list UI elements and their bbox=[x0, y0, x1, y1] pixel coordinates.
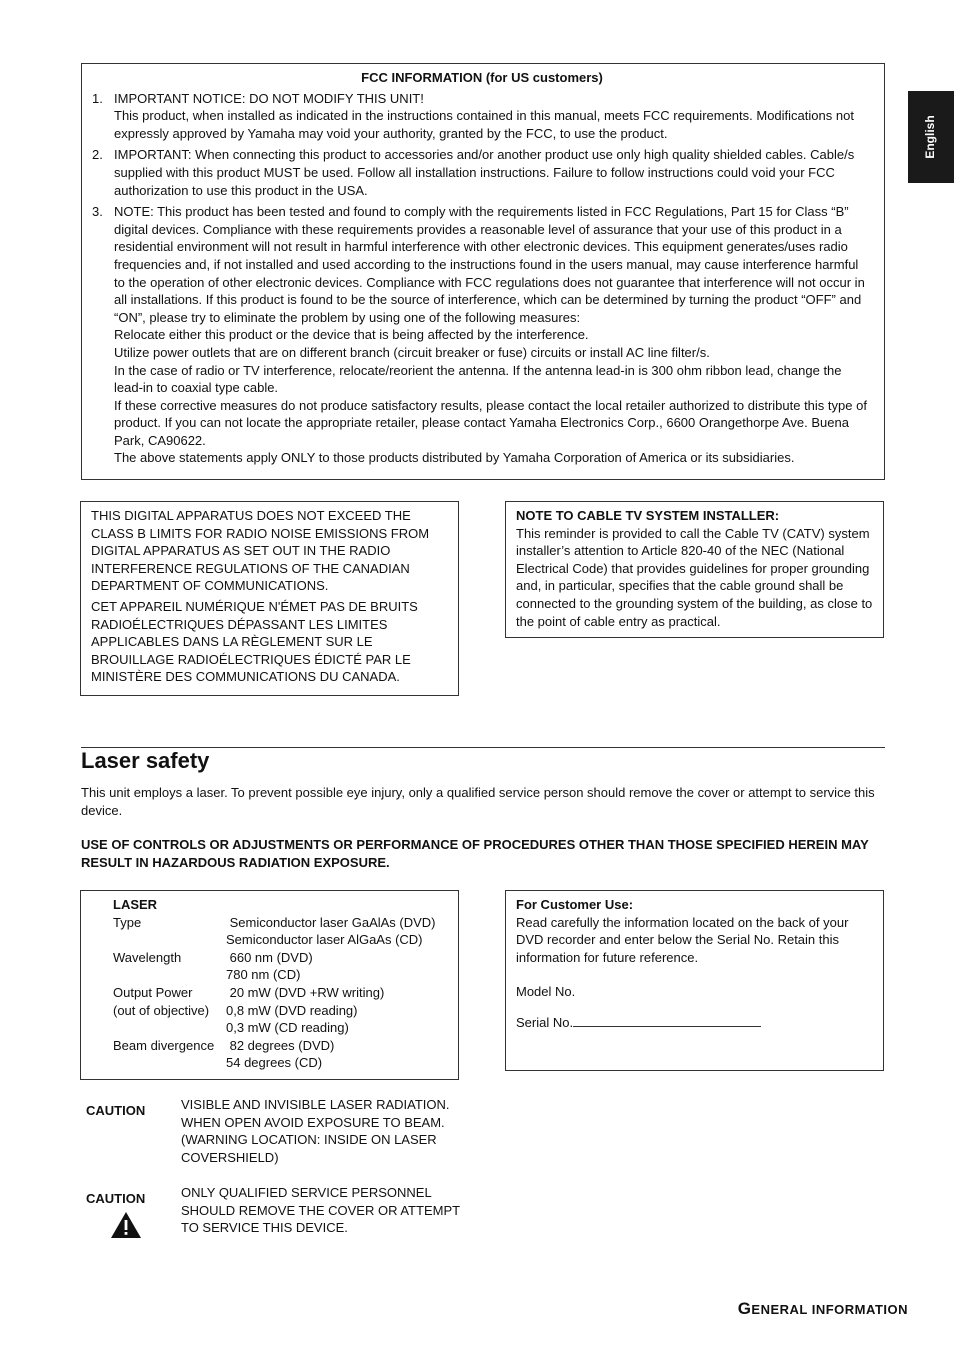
fcc-item-line: IMPORTANT: When connecting this product to accessories and/or another product use only high quality shielded cables. Cable/s supplied with this product MUST be used. Follow all installation instructions. Failure to follow instructions could void your FCC authorization to use this product in the USA. bbox=[114, 147, 855, 198]
fcc-item-number: 3. bbox=[92, 204, 103, 220]
caution-text: ONLY QUALIFIED SERVICE PERSONNEL SHOULD REMOVE THE COVER OR ATTEMPT TO SERVICE THIS DEVICE. bbox=[181, 1185, 460, 1236]
spec-value: 0,3 mW (CD reading) bbox=[226, 1020, 349, 1036]
fcc-title: FCC INFORMATION (for US customers) bbox=[361, 70, 603, 85]
footer-initial: G bbox=[737, 1299, 752, 1318]
fcc-item-line: This product, when installed as indicated in the instructions contained in this manual, meets FCC requirements. Modifications not expressly approved by Yamaha may void your authority, granted by the FCC, to use the product. bbox=[114, 108, 854, 141]
spec-value: 54 degrees (CD) bbox=[226, 1055, 323, 1071]
table-row bbox=[113, 949, 436, 967]
spec-value: 82 degrees (DVD) bbox=[226, 1037, 335, 1053]
spec-value: 20 mW (DVD +RW writing) bbox=[226, 984, 385, 1000]
fcc-item-number: 1. bbox=[92, 90, 103, 106]
spec-value: 0,8 mW (DVD reading) bbox=[226, 1002, 358, 1018]
model-number-label: Model No. bbox=[516, 984, 576, 1000]
laser-spec-box bbox=[80, 890, 459, 1080]
language-tab bbox=[908, 91, 954, 183]
footer-rest: ENERAL INFORMATION bbox=[751, 1302, 908, 1317]
fcc-item-3 bbox=[92, 203, 872, 467]
laser-spec-table bbox=[113, 914, 436, 1072]
canada-notice-english: THIS DIGITAL APPARATUS DOES NOT EXCEED THE CLASS B LIMITS FOR RADIO NOISE EMISSIONS FROM DIGITAL APPARATUS AS SET OUT IN THE RADIO INTERFERENCE REGULATIONS OF THE CANADIAN DEPARTMENT OF COMMUNICATIONS. bbox=[91, 508, 430, 594]
canada-notice-box bbox=[80, 501, 459, 696]
spec-value: 780 nm (CD) bbox=[226, 967, 301, 983]
fcc-item-line: The above statements apply ONLY to those products distributed by Yamaha Corporation of America or its subsidiaries. bbox=[114, 450, 795, 466]
serial-number-line bbox=[573, 1014, 761, 1027]
caution-label: CAUTION bbox=[86, 1103, 146, 1118]
table-row bbox=[113, 1002, 436, 1020]
spec-label: Beam divergence bbox=[113, 1037, 215, 1053]
laser-safety-intro: This unit employs a laser. To prevent possible eye injury, only a qualified service person should remove the cover or attempt to service this device. bbox=[81, 785, 875, 818]
table-row bbox=[113, 1037, 436, 1055]
fcc-information-box bbox=[81, 63, 885, 480]
table-row bbox=[113, 914, 436, 932]
spec-label: Type bbox=[113, 914, 142, 930]
caution-text: VISIBLE AND INVISIBLE LASER RADIATION. WHEN OPEN AVOID EXPOSURE TO BEAM. (WARNING LOCATION: INSIDE ON LASER COVERSHIELD) bbox=[181, 1097, 450, 1165]
spec-label bbox=[113, 966, 226, 984]
fcc-item-line: NOTE: This product has been tested and found to comply with the requirements listed in FCC Regulations, Part 15 for Class “B” digital devices. Compliance with these requirements provides a reasonable level of assurance that your use of this product in a residential environment will not result in harmful interference with other electronic devices. This equipment generates/uses radio frequencies and, if not installed and used according to the instructions found in the users manual, may cause interference harmful to the operation of other electronic devices. Compliance with FCC regulations does not guarantee that interference will not occur in all installations. If this product is found to be the source of interference, which can be determined by turning the product “OFF” and “ON”, please try to eliminate the problem by using one of the following measures: bbox=[114, 204, 865, 325]
spec-label bbox=[113, 931, 226, 949]
fcc-item-line: In the case of radio or TV interference, relocate/reorient the antenna. If the antenna lead-in is 300 ohm ribbon lead, change the lead-in to coaxial type cable. bbox=[114, 362, 842, 396]
table-row bbox=[113, 966, 436, 984]
warning-triangle-icon bbox=[110, 1211, 142, 1239]
spec-label bbox=[113, 1019, 226, 1037]
laser-spec-heading: LASER bbox=[113, 897, 158, 912]
serial-number-field bbox=[516, 1014, 873, 1032]
fcc-item-2 bbox=[92, 146, 872, 199]
fcc-item-line: Relocate either this product or the device that is being affected by the interference. bbox=[114, 327, 589, 343]
fcc-item-line: If these corrective measures do not produce satisfactory results, please contact the local retailer authorized to distribute this type of product. If you can not locate the appropriate retailer, please contact Yamaha Electronics Corp., 6600 Orangethorpe Ave. Buena Park, CA90622. bbox=[114, 397, 867, 448]
customer-use-heading: For Customer Use: bbox=[516, 897, 634, 912]
spec-label: (out of objective) bbox=[113, 1002, 210, 1018]
language-tab-label: English bbox=[923, 115, 938, 159]
customer-use-body: Read carefully the information located on the back of your DVD recorder and enter below the Serial No. Retain this information for future reference. bbox=[516, 914, 849, 965]
fcc-list bbox=[92, 90, 872, 467]
footer-section-title bbox=[738, 1300, 908, 1319]
laser-safety-warning: USE OF CONTROLS OR ADJUSTMENTS OR PERFORMANCE OF PROCEDURES OTHER THAN THOSE SPECIFIED HEREIN MAY RESULT IN HAZARDOUS RADIATION EXPOSURE. bbox=[81, 837, 869, 870]
spec-value: Semiconductor laser AlGaAs (CD) bbox=[226, 932, 423, 948]
canada-notice-french: CET APPAREIL NUMÉRIQUE N'ÉMET PAS DE BRUITS RADIOÉLECTRIQUES DÉPASSANT LES LIMITES APPLICABLES DANS LA RÈGLEMENT SUR LE BROUILLAGE RADIOÉLECTRIQUES ÉDICTÉ PAR LE MINISTÈRE DES COMMUNICATIONS DU CANADA. bbox=[91, 598, 418, 685]
cable-tv-note-box bbox=[505, 501, 884, 638]
cable-tv-body: This reminder is provided to call the Cable TV (CATV) system installer’s attention to Article 820-40 of the NEC (National Electrical Code) that provides guidelines for proper grounding and, in particular, specifies that the cable ground shall be connected to the grounding system of the building, as close to the point of cable entry as practical. bbox=[516, 525, 873, 629]
cable-tv-heading: NOTE TO CABLE TV SYSTEM INSTALLER: bbox=[516, 508, 780, 523]
fcc-item-line: Utilize power outlets that are on different branch (circuit breaker or fuse) circuits or install AC line filter/s. bbox=[114, 344, 710, 360]
fcc-item-line: IMPORTANT NOTICE: DO NOT MODIFY THIS UNIT! bbox=[114, 90, 424, 106]
table-row bbox=[113, 1019, 436, 1037]
spec-value: Semiconductor laser GaAlAs (DVD) bbox=[226, 914, 436, 930]
laser-safety-title: Laser safety bbox=[81, 748, 210, 773]
spec-value: 660 nm (DVD) bbox=[226, 949, 313, 965]
serial-number-label: Serial No. bbox=[516, 1014, 574, 1030]
spec-label bbox=[113, 1054, 226, 1072]
fcc-item-1 bbox=[92, 90, 872, 143]
spec-label: Output Power bbox=[113, 984, 193, 1000]
fcc-item-number: 2. bbox=[92, 147, 103, 163]
table-row bbox=[113, 931, 436, 949]
caution-label: CAUTION bbox=[86, 1191, 146, 1206]
spec-label: Wavelength bbox=[113, 949, 182, 965]
table-row bbox=[113, 984, 436, 1002]
customer-use-box bbox=[505, 890, 884, 1071]
table-row bbox=[113, 1054, 436, 1072]
